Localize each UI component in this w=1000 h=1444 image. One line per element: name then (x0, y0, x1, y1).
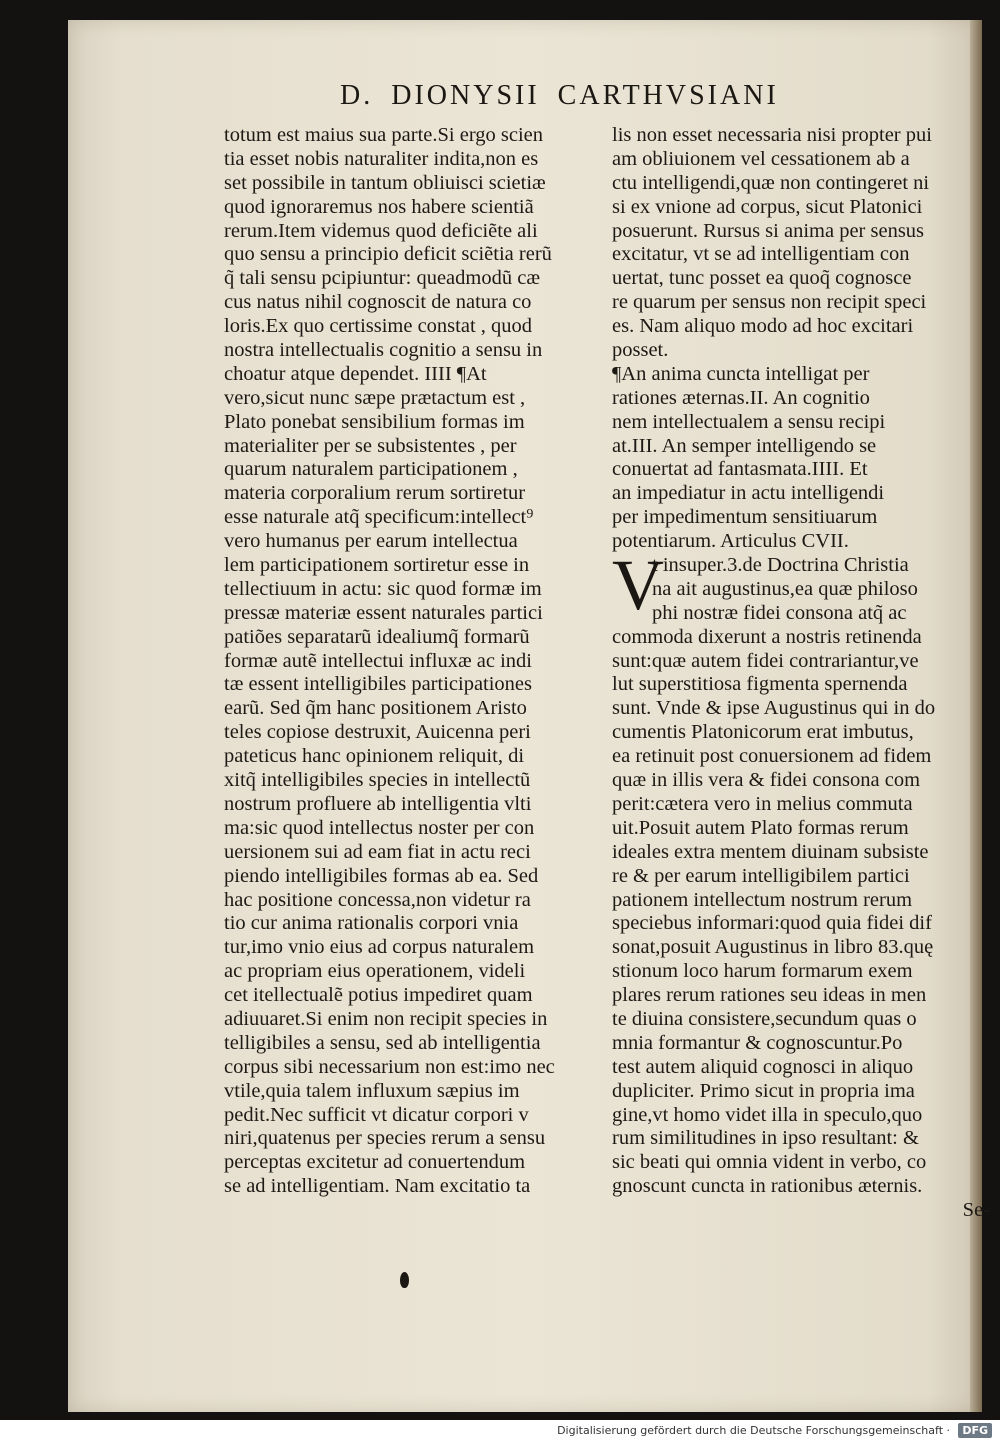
running-header (340, 80, 860, 120)
text-line: re quarum per sensus non recipit speci (612, 291, 927, 314)
text-line: pedit.Nec sufficit vt dicatur corpori v (224, 1103, 529, 1126)
text-line: pationem intellectum nostrum rerum (612, 888, 913, 911)
text-line: si ex vnione ad corpus, sicut Platonici (612, 195, 923, 218)
text-line: ctu intelligendi,quæ non contingeret ni (612, 171, 930, 194)
text-line: nem intellectualem a sensu recipi (612, 410, 886, 433)
text-line: tæ essent intelligibiles participationes (224, 673, 533, 696)
text-line: q̃ tali sensu pcipiuntur: queadmodũ cæ (224, 267, 540, 290)
text-line: esse naturale atq̃ specificum:intellect⁹ (224, 506, 534, 529)
text-line: earũ. Sed q̃m hanc positionem Aristo (224, 697, 527, 720)
text-line: rum similitudines in ipso resultant: & (612, 1127, 919, 1150)
text-line: loris.Ex quo certissime constat , quod (224, 315, 533, 338)
text-line: lut superstitiosa figmenta spernenda (612, 673, 908, 696)
text-line: se ad intelligentiam. Nam excitatio ta (224, 1175, 531, 1198)
text-line: te diuina consistere,secundum quas o (612, 1007, 917, 1030)
text-line: gine,vt homo videt illa in speculo,quo (612, 1103, 923, 1126)
text-line: na ait augustinus,ea quæ philoso (652, 577, 918, 600)
text-line: Plato ponebat sensibilium formas im (224, 410, 525, 433)
text-line: materia corporalium rerum sortiretur (224, 482, 526, 505)
text-line: quarum naturalem participationem , (224, 458, 518, 481)
text-line: quæ in illis vera & fidei consona com (612, 769, 921, 792)
text-line: re & per earum intelligibilem partici (612, 864, 910, 887)
text-line: excitatur, vt se ad intelligentiam con (612, 243, 910, 266)
text-line: teles copiose destruxit, Auicenna peri (224, 721, 531, 744)
text-line: speciebus informari:quod quia fidei dif (612, 912, 932, 935)
text-line: conuertat ad fantasmata.IIII. Et (612, 458, 868, 481)
text-line: gnoscunt cuncta in rationibus æternis. (612, 1175, 923, 1198)
text-line: posuerunt. Rursus si anima per sensus (612, 219, 925, 242)
text-line: am obliuionem vel cessationem ab a (612, 147, 910, 170)
text-line: telligibiles a sensu, sed ab intelligentia (224, 1031, 541, 1054)
text-line: vero humanus per earum intellectua (224, 530, 518, 553)
right-text-column (612, 124, 990, 1223)
dfg-logo: DFG (958, 1423, 992, 1438)
left-text-column (224, 124, 592, 1199)
text-line: formæ autẽ intellectui influxæ ac indi (224, 649, 532, 672)
text-line: ideales extra mentem diuinam subsiste (612, 840, 929, 863)
drop-initial: V (612, 545, 664, 625)
text-line: an impediatur in actu intelligendi (612, 482, 885, 505)
text-line: choatur atque dependet. IIII ¶At (224, 362, 487, 385)
text-line: sic beati qui omnia vident in verbo, co (612, 1151, 927, 1174)
header-letter: D. (340, 80, 374, 111)
text-line: rerum.Item videmus quod deficiẽte ali (224, 219, 538, 242)
text-line: corpus sibi necessarium non est:imo nec (224, 1055, 555, 1078)
text-line: sonat,posuit Augustinus in libro 83.quę (612, 936, 934, 959)
text-line: t insuper.3.de Doctrina Christia (652, 554, 909, 577)
text-line: nostra intellectualis cognitio a sensu in (224, 339, 543, 362)
text-line: xitq̃ intelligibiles species in intellectũ (224, 769, 531, 792)
text-line: uertat, tunc posset ea quoq̃ cognosce (612, 267, 912, 290)
text-line: sunt. Vnde & ipse Augustinus qui in do (612, 697, 936, 720)
text-line: patiões separatarũ idealiumq̃ formarũ (224, 625, 530, 648)
text-line: uit.Posuit autem Plato formas rerum (612, 816, 909, 839)
text-line: plares rerum rationes seu ideas in men (612, 984, 927, 1007)
text-line: stionum loco harum formarum exem (612, 960, 913, 983)
text-line: tur,imo vnio eius ad corpus naturalem (224, 936, 535, 959)
footer-credit: Digitalisierung gefördert durch die Deutsche Forschungsgemeinschaft · (557, 1424, 950, 1437)
text-line: totum est maius sua parte.Si ergo scien (224, 124, 544, 146)
text-line: tellectiuum in actu: sic quod formæ im (224, 577, 542, 600)
text-line: pateticus hanc opinionem reliquit, di (224, 745, 525, 768)
text-line: at.III. An semper intelligendo se (612, 434, 877, 457)
text-line: tia esset nobis naturaliter indita,non es (224, 147, 539, 170)
text-line: perit:cætera vero in melius commuta (612, 792, 913, 815)
text-line: tio cur anima rationalis corpori vnia (224, 912, 519, 935)
text-line: cumentis Platonicorum erat imbutus, (612, 721, 914, 744)
text-line: ac propriam eius operationem, videli (224, 960, 526, 983)
text-line: Se- (962, 1199, 990, 1222)
text-line: set possibile in tantum obliuisci scietiæ (224, 171, 546, 194)
text-line: per impedimentum sensitiuarum (612, 506, 878, 529)
text-line: cet itellectualẽ potius impediret quam (224, 984, 533, 1007)
text-line: posset. (612, 339, 669, 362)
text-line: vtile,quia talem influxum sæpius im (224, 1079, 520, 1102)
text-line: rationes æternas.II. An cognitio (612, 386, 870, 409)
header-word-carthusiani: CARTHVSIANI (557, 80, 779, 111)
text-line: dupliciter. Primo sicut in propria ima (612, 1079, 915, 1102)
text-line: es. Nam aliquo modo ad hoc excitari (612, 315, 914, 338)
text-line: phi nostræ fidei consona atq̃ ac (652, 601, 907, 624)
text-line: lis non esset necessaria nisi propter pui (612, 124, 932, 146)
text-line: sunt:quæ autem fidei contrariantur,ve (612, 649, 919, 672)
text-line: uersionem sui ad eam fiat in actu reci (224, 840, 531, 863)
text-line: materialiter per se subsistentes , per (224, 434, 517, 457)
text-line: perceptas excitetur ad conuertendum (224, 1151, 526, 1174)
text-line: adiuuaret.Si enim non recipit species in (224, 1007, 548, 1030)
text-line: hac positione concessa,non videtur ra (224, 888, 531, 911)
text-line: nostrum profluere ab intelligentia vlti (224, 792, 532, 815)
text-line: mnia formantur & cognoscuntur.Po (612, 1031, 903, 1054)
text-line: vero,sicut nunc sæpe prætactum est , (224, 386, 526, 409)
text-line: quod ignoraremus nos habere scientiã (224, 195, 534, 218)
text-line: cus natus nihil cognoscit de natura co (224, 291, 532, 314)
text-line: ea retinuit post conuersionem ad fidem (612, 745, 932, 768)
text-line: piendo intelligibiles formas ab ea. Sed (224, 864, 539, 887)
text-line: niri,quatenus per species rerum a sensu (224, 1127, 546, 1150)
text-line: commoda dixerunt a nostris retinenda (612, 625, 922, 648)
text-line: ¶An anima cuncta intelligat per (612, 362, 870, 385)
text-line: test autem aliquid cognosci in aliquo (612, 1055, 914, 1078)
ink-blot (400, 1272, 409, 1288)
text-line: pressæ materiæ essent naturales partici (224, 601, 543, 624)
header-word-dionysii: DIONYSII (391, 80, 540, 111)
text-line: ma:sic quod intellectus noster per con (224, 816, 535, 839)
text-line: lem participationem sortiretur esse in (224, 554, 530, 577)
text-line: quo sensu a principio deficit sciẽtia rerũ (224, 243, 552, 266)
text-line: potentiarum. Articulus CVII. (612, 530, 849, 553)
